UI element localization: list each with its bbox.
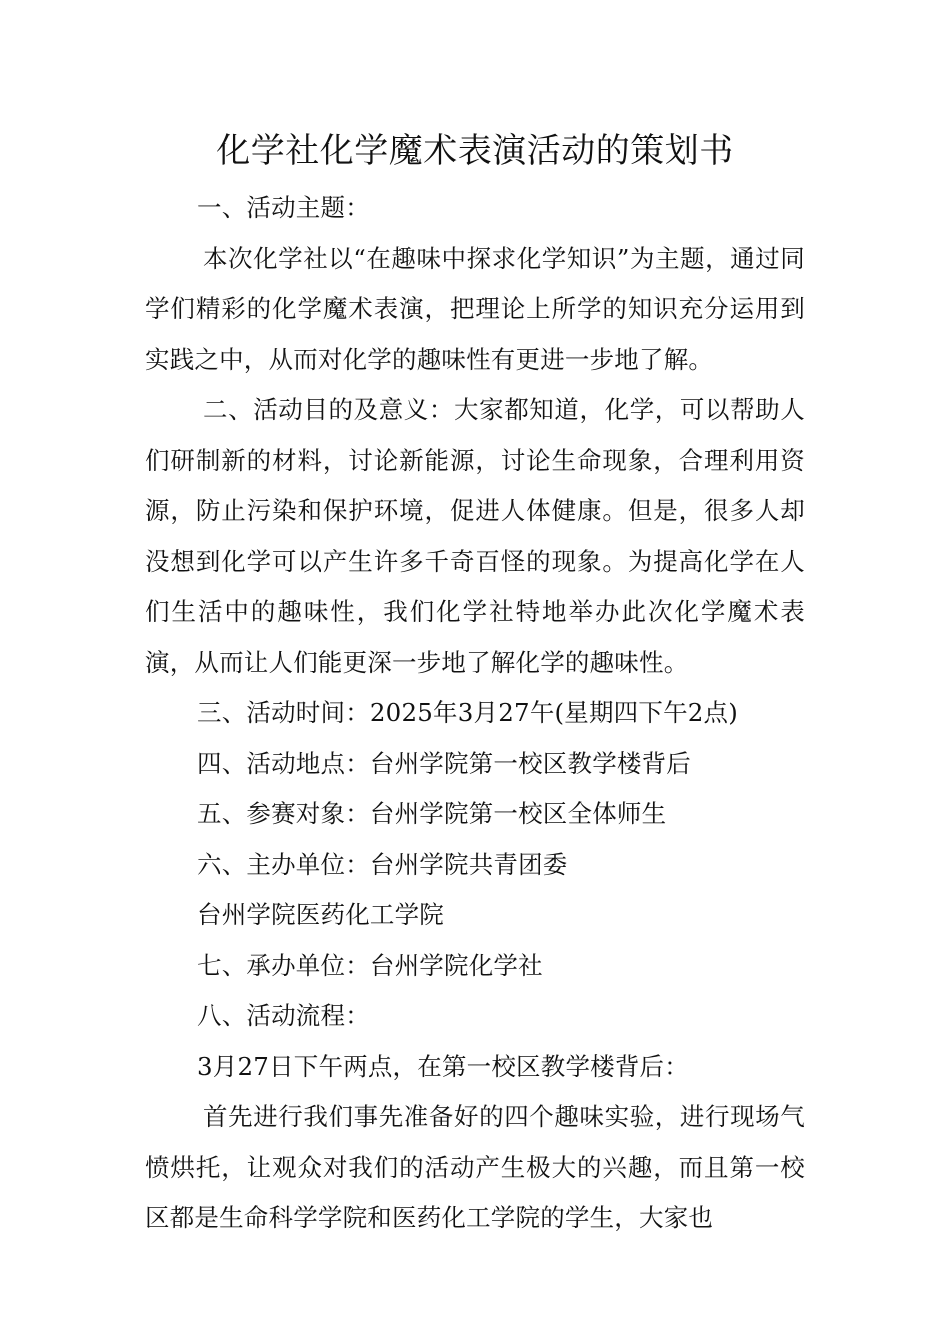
activity-location: 四、活动地点：台州学院第一校区教学楼背后 (197, 748, 691, 778)
process-intro: 3月27日下午两点，在第一校区教学楼背后： (197, 1051, 689, 1081)
section-theme-heading: 一、活动主题： (197, 193, 370, 222)
host-organization: 六、主办单位：台州学院共青团委 (197, 849, 568, 879)
host-organization-second-line: 台州学院医药化工学院 (197, 900, 444, 929)
organizer: 七、承办单位：台州学院化学社 (197, 950, 543, 980)
participants: 五、参赛对象：台州学院第一校区全体师生 (197, 799, 667, 828)
activity-time: 三、活动时间：2025年3月27午(星期四下午2点) (197, 698, 739, 727)
process-heading: 八、活动流程： (197, 1001, 370, 1030)
process-paragraph: 首先进行我们事先准备好的四个趣味实验，进行现场气愤烘托，让观众对我们的活动产生极大的兴趣，而且第一校区都是生命科学学院和医药化工学院的学生，大家也 (145, 1102, 805, 1232)
document-title: 化学社化学魔术表演活动的策划书 (216, 131, 734, 171)
document-body (145, 123, 805, 1244)
theme-paragraph: 本次化学社以“在趣味中探求化学知识”为主题，通过同学们精彩的化学魔术表演，把理论上所学的知识充分运用到实践之中，从而对化学的趣味性有更进一步地了解。 (145, 243, 805, 374)
purpose-paragraph: 二、活动目的及意义：大家都知道，化学，可以帮助人们研制新的材料，讨论新能源，讨论生命现象，合理利用资源，防止污染和保护环境，促进人体健康。但是，很多人却没想到化学可以产生许多千奇百怪的现象。为提高化学在人们生活中的趣味性，我们化学社特地举办此次化学魔术表演，从而让人们能更深一步地了解化学的趣味性。 (145, 395, 805, 677)
